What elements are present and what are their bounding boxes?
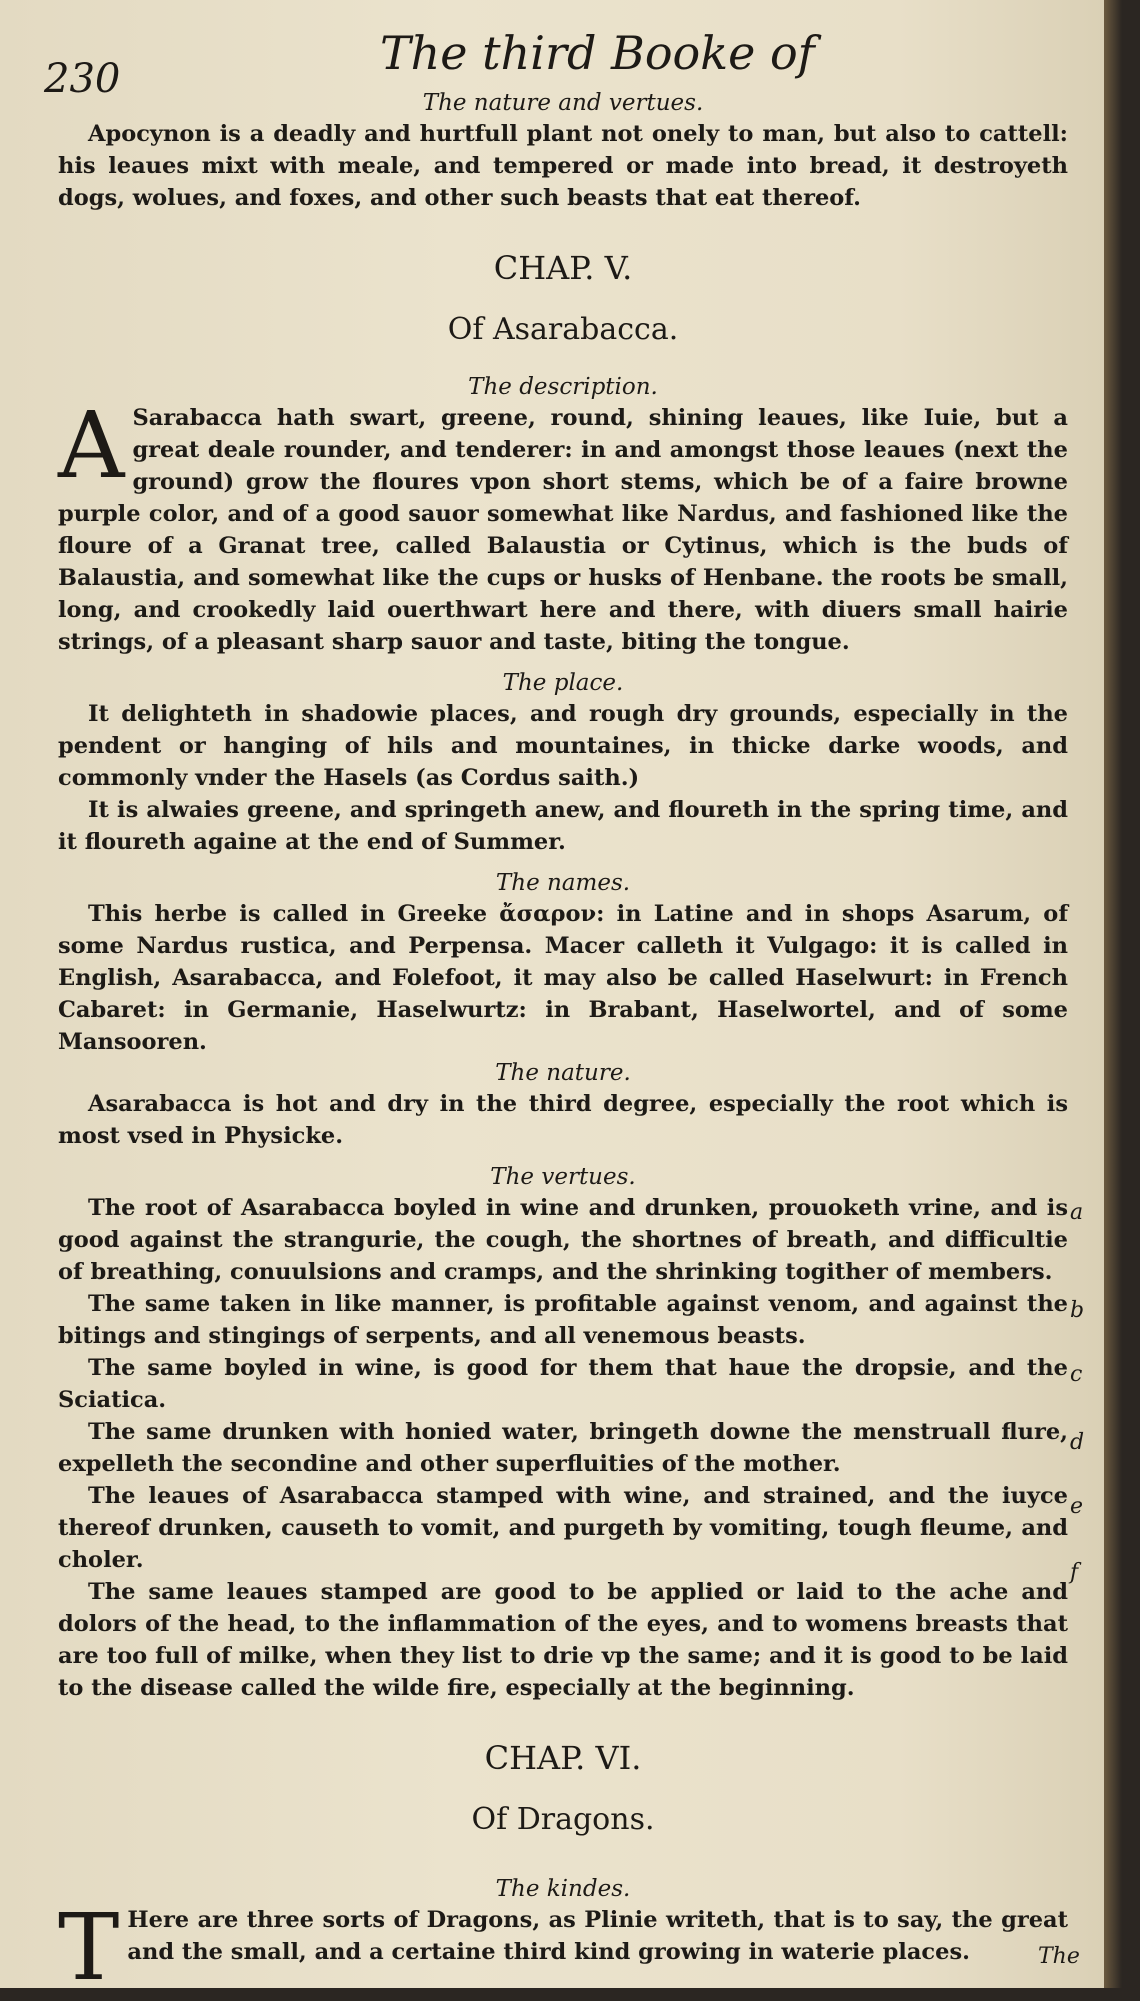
section-heading-nature-vertues: The nature and vertues. [422, 90, 704, 116]
description-paragraph [58, 392, 1068, 658]
margin-letter-e: e [1070, 1494, 1084, 1519]
page-number: 230 [44, 56, 121, 102]
chapter-6-number: CHAP. VI. [484, 1739, 642, 1777]
chapter-6-title: Of Dragons. [471, 1802, 655, 1837]
page-text [58, 88, 1068, 2001]
margin-letter-f: f [1070, 1560, 1079, 1585]
drop-cap-a: A [58, 392, 125, 499]
kindes-paragraph [58, 1894, 1068, 2001]
margin-letter-c: c [1070, 1362, 1083, 1387]
description-text: Sarabacca hath swart, greene, round, shining leaues, like Iuie, but a great deale rounder, and tenderer: in and amongst those leaues (next the ground) grow the floures vpon short stems, which be of a faire browne purple color, and of a good sauor somewhat like Nardus, and fashioned like the floure of a Granat tree, called Balaustia or Cytinus, which is the buds of Balaustia, and somewhat like the cups or husks of Henbane. the roots be small, long, and crookedly laid ouerthwart here and there, with diuers small hairie strings, of a pleasant sharp sauor and taste, biting the tongue. [58, 405, 1068, 655]
margin-letter-b: b [1070, 1298, 1085, 1323]
place-paragraph-1: It delighteth in shadowie places, and rough dry grounds, especially in the pendent or hanging of hils and mountaines, in thicke darke woods, and commonly vnder the Hasels (as Cordus saith.) [58, 701, 1068, 791]
margin-letter-d: d [1070, 1430, 1085, 1455]
vertue-paragraph: The same leaues stamped are good to be applied or laid to the ache and dolors of the head, to the inflammation of the eyes, and to womens breasts that are too full of milke, when they list to drie vp the same; and it is good to be laid to the disease called the wilde fire, especially at the beginning. [58, 1579, 1068, 1701]
vertue-paragraph: The leaues of Asarabacca stamped with wine, and strained, and the iuyce thereof drunken, causeth to vomit, and purgeth by vomiting, tough fleume, and choler. [58, 1483, 1068, 1573]
names-heading: The names. [495, 870, 631, 896]
page-header [0, 18, 1122, 102]
place-paragraph-2: It is alwaies greene, and springeth anew, and floureth in the spring time, and it floureth againe at the end of Summer. [58, 797, 1068, 855]
margin-letter-a: a [1070, 1200, 1084, 1225]
vertue-paragraph: The same drunken with honied water, bringeth downe the menstruall flure, expelleth the secondine and other superfluities of the mother. [58, 1419, 1068, 1477]
chapter-5-title: Of Asarabacca. [447, 312, 679, 347]
page-edge-shadow [1104, 0, 1122, 1988]
description-heading: The description. [468, 374, 658, 400]
chapter-5-number: CHAP. V. [493, 249, 633, 287]
nature-heading: The nature. [495, 1060, 631, 1086]
vertue-paragraph: The same taken in like manner, is profitable against venom, and against the bitings and stingings of serpents, and all venemous beasts. [58, 1291, 1068, 1349]
kindes-text: Here are three sorts of Dragons, as Plinie writeth, that is to say, the great and the small, and a certaine third kind growing in waterie places. [127, 1907, 1068, 1965]
vertue-paragraph: The root of Asarabacca boyled in wine and drunken, prouoketh vrine, and is good against the strangurie, the cough, the shortnes of breath, and difficultie of breathing, conuulsions and cramps, and the shrinking togither of members. [58, 1195, 1068, 1285]
nature-paragraph: Asarabacca is hot and dry in the third degree, especially the root which is most vsed in Physicke. [58, 1091, 1068, 1149]
running-title: The third Booke of [380, 26, 815, 80]
names-paragraph: This herbe is called in Greeke ἄσαρον: in Latine and in shops Asarum, of some Nardus rustica, and Perpensa. Macer calleth it Vulgago: it is called in English, Asarabacca, and Folefoot, it may also be called Haselwurt: in French Cabaret: in Germanie, Haselwurtz: in Brabant, Haselwortel, and of some Mansooren. [58, 901, 1068, 1055]
vertues-heading: The vertues. [490, 1164, 636, 1190]
drop-cap-t: T [58, 1894, 120, 2001]
kindes-heading: The kindes. [495, 1876, 631, 1902]
paragraph-apocynon: Apocynon is a deadly and hurtfull plant not onely to man, but also to cattell: his leaues mixt with meale, and tempered or made into bread, it destroyeth dogs, wolues, and foxes, and other such beasts that eat thereof. [58, 121, 1068, 211]
catchword: The [1038, 1944, 1080, 1969]
place-heading: The place. [502, 670, 624, 696]
vertue-paragraph: The same boyled in wine, is good for them that haue the dropsie, and the Sciatica. [58, 1355, 1068, 1413]
